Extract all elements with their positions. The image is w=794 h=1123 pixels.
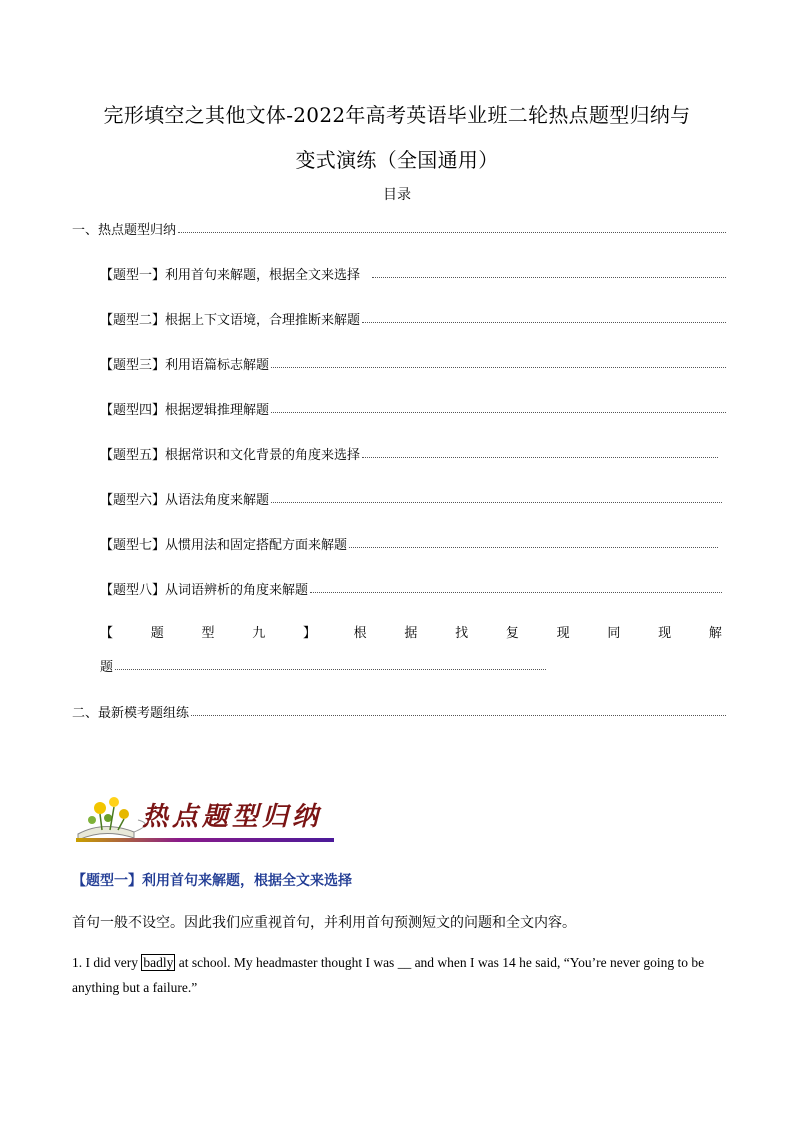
toc-item9-char: 找 — [455, 626, 469, 641]
toc-item-text: 根据逻辑推理解题 — [165, 403, 270, 418]
toc-leader — [362, 321, 726, 323]
banner-title: 热点题型归纳 — [142, 802, 323, 832]
example-text-before: 1. I did very — [72, 955, 142, 970]
toc-item9-char: 解 — [708, 626, 722, 641]
toc-part1-label: 一、热点题型归纳 — [72, 223, 177, 238]
toc-leader — [178, 231, 726, 233]
toc-item-tag: 【题型二】 — [100, 313, 166, 328]
toc-item-tag: 【题型八】 — [100, 583, 166, 598]
toc-item-7[interactable] — [100, 533, 718, 553]
toc-item-1[interactable] — [100, 263, 726, 283]
toc-leader — [310, 591, 722, 593]
toc-item9-char: 题 — [150, 626, 164, 641]
toc-item-tag: 【题型一】 — [100, 268, 166, 283]
example-text-after: at school. My headmaster thought I was __ and when I was 14 he said, “You’re never going to be anything but a failure.” — [72, 955, 705, 995]
toc-item-6[interactable] — [100, 488, 722, 508]
toc-item9-char: 现 — [556, 626, 570, 641]
toc-item-text: 利用首句来解题，根据全文来选择 — [165, 268, 361, 283]
toc-item-tag: 【题型七】 — [100, 538, 166, 553]
toc-leader — [191, 714, 726, 716]
toc-item9-char: 复 — [505, 626, 519, 641]
banner-underline — [76, 838, 334, 842]
toc-leader — [349, 546, 718, 548]
toc-item-9-continuation[interactable] — [100, 655, 546, 675]
toc-item-text: 根据常识和文化背景的角度来选择 — [165, 448, 361, 463]
toc-item-text: 从词语辨析的角度来解题 — [165, 583, 309, 598]
toc-heading: 目录 — [383, 187, 411, 203]
document-title-line2: 变式演练（全国通用） — [295, 148, 499, 172]
toc-leader — [372, 276, 726, 278]
toc-item-8[interactable] — [100, 578, 722, 598]
toc-part2-label: 二、最新模考题组练 — [72, 706, 190, 721]
toc-item-4[interactable] — [100, 398, 726, 418]
section-intro: 首句一般不设空。因此我们应重视首句，并利用首句预测短文的问题和全文内容。 — [72, 915, 576, 931]
toc-item-9[interactable] — [100, 622, 722, 641]
toc-item-text: 利用语篇标志解题 — [165, 358, 270, 373]
toc-item9-char: 据 — [404, 626, 418, 641]
toc-leader — [115, 668, 546, 670]
toc-item9-char: 型 — [201, 626, 215, 641]
toc-item-tag: 【题型四】 — [100, 403, 166, 418]
toc-part2[interactable] — [72, 701, 726, 721]
toc-item9-char: 同 — [607, 626, 621, 641]
toc-item-text: 从惯用法和固定搭配方面来解题 — [165, 538, 348, 553]
toc-item-tag: 【题型五】 — [100, 448, 166, 463]
toc-leader — [271, 366, 726, 368]
toc-item-5[interactable] — [100, 443, 718, 463]
toc-item-3[interactable] — [100, 353, 726, 373]
toc-item9-char: 】 — [302, 626, 316, 641]
toc-leader — [271, 501, 722, 503]
document-title-line1: 完形填空之其他文体-2022年高考英语毕业班二轮热点题型归纳与 — [103, 103, 691, 127]
section-heading: 【题型一】利用首句来解题，根据全文来选择 — [72, 873, 352, 889]
toc-item-text: 从语法角度来解题 — [165, 493, 270, 508]
toc-item-tag: 【题型三】 — [100, 358, 166, 373]
toc-item9-char: 九 — [252, 626, 266, 641]
toc-item9-tail: 题 — [100, 660, 114, 675]
toc-leader — [362, 456, 718, 458]
toc-part1[interactable] — [72, 218, 726, 238]
toc-item-text: 根据上下文语境，合理推断来解题 — [165, 313, 361, 328]
toc-item9-char: 【 — [100, 626, 114, 641]
toc-leader — [271, 411, 726, 413]
toc-item-tag: 【题型六】 — [100, 493, 166, 508]
toc-item9-char: 根 — [353, 626, 367, 641]
example-boxed-word: badly — [143, 955, 174, 970]
toc-item9-char: 现 — [658, 626, 672, 641]
example-passage — [72, 950, 722, 1000]
toc-item-2[interactable] — [100, 308, 726, 328]
